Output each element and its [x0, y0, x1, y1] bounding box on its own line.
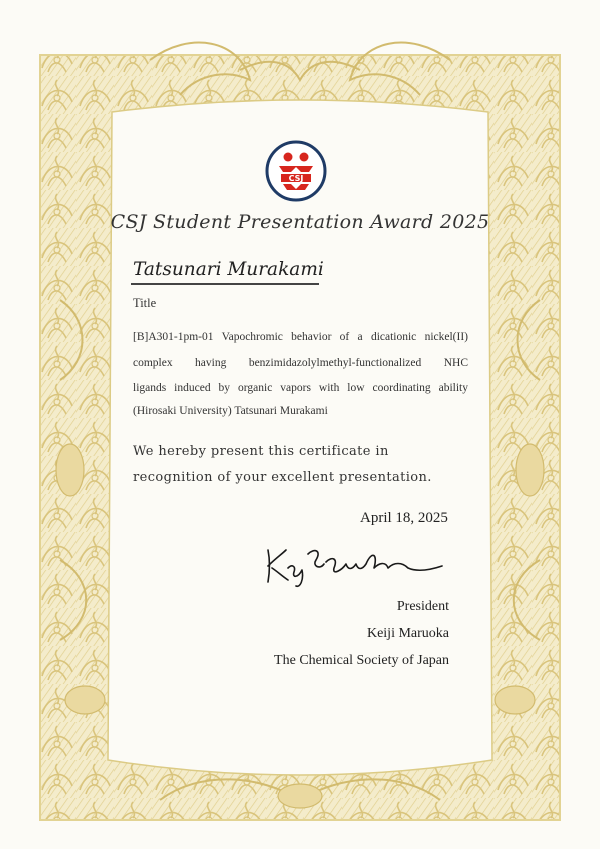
- award-date: April 18, 2025: [360, 510, 448, 526]
- presentation-line: [B]A301-1pm-01 Vapochromic behavior of a dicationic nickel(II): [133, 331, 468, 343]
- csj-logo: [265, 140, 327, 202]
- presentation-line: ligands induced by organic vapors with low coordinating ability: [133, 382, 468, 394]
- certificate-statement-line: We hereby present this certificate in: [133, 444, 389, 459]
- presentation-line: (Hirosaki University) Tatsunari Murakami: [133, 405, 328, 417]
- signer-name: Keiji Maruoka: [366, 626, 449, 641]
- organization-name: The Chemical Society of Japan: [274, 653, 449, 668]
- presentation-line: complex having benzimidazolylmethyl-functionalized NHC: [133, 357, 468, 369]
- recipient-underline: [131, 283, 319, 285]
- recipient-name: Tatsunari Murakami: [133, 259, 324, 280]
- logo-text: CSJ: [288, 174, 304, 183]
- certificate-statement-line: recognition of your excellent presentation.: [133, 470, 432, 485]
- award-title: CSJ Student Presentation Award 2025: [110, 211, 490, 233]
- signer-role: President: [396, 599, 449, 614]
- title-label: Title: [133, 296, 157, 310]
- signature: [262, 540, 447, 590]
